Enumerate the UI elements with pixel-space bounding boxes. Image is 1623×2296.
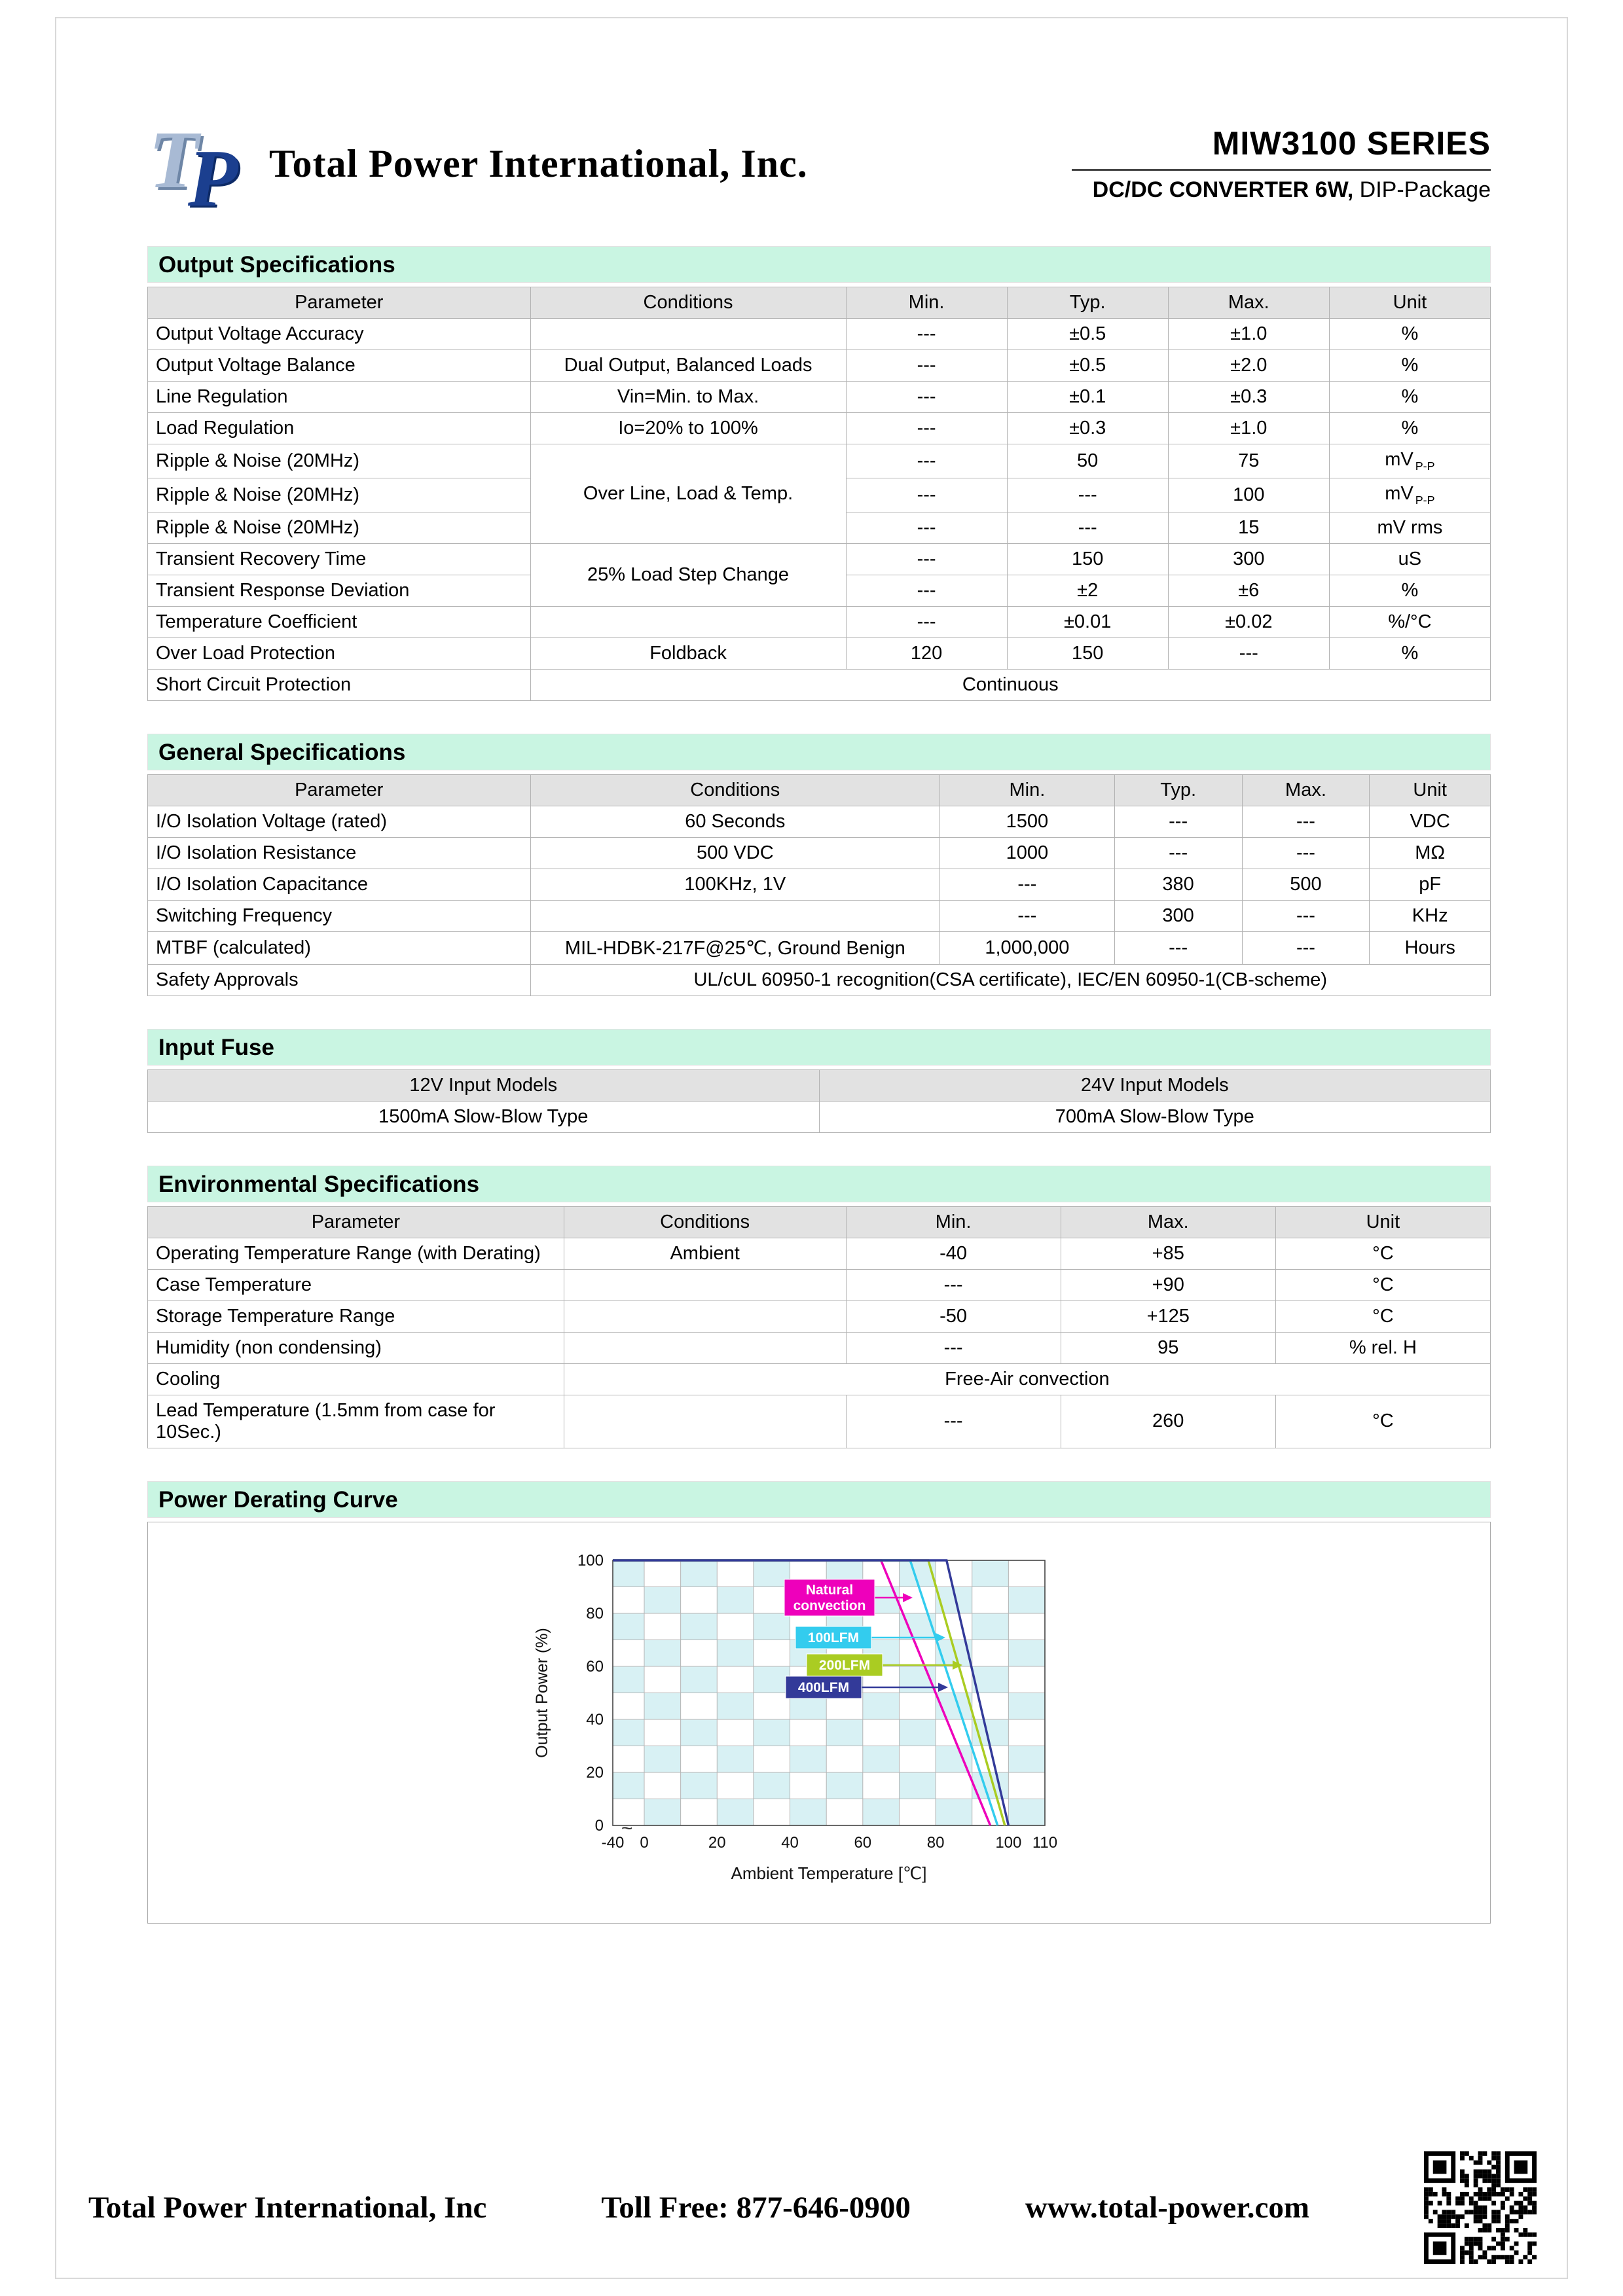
table-cell: --- — [846, 478, 1007, 512]
page-content — [147, 0, 1491, 1924]
table-cell: --- — [846, 1332, 1061, 1363]
table-cell — [530, 319, 846, 350]
table-cell: Ripple & Noise (20MHz) — [148, 512, 531, 543]
section-environmental-specs — [147, 1166, 1491, 1448]
logo-letter-p: P — [188, 134, 238, 224]
table-cell: Transient Recovery Time — [148, 543, 531, 575]
table-header-row — [148, 1206, 1491, 1238]
table-cell: --- — [1242, 806, 1370, 837]
table-cell: °C — [1275, 1269, 1490, 1300]
table-header-row — [148, 287, 1491, 319]
table-cell: Ambient — [564, 1238, 846, 1269]
table-cell: --- — [1242, 931, 1370, 964]
table-cell: 260 — [1061, 1395, 1275, 1448]
table-cell — [564, 1395, 846, 1448]
table-cell: Free-Air convection — [564, 1363, 1490, 1395]
table-cell: 1500 — [940, 806, 1115, 837]
table-row — [148, 319, 1491, 350]
table-cell: -50 — [846, 1300, 1061, 1332]
table-cell: 25% Load Step Change — [530, 543, 846, 606]
table-cell: --- — [846, 350, 1007, 382]
column-header: Unit — [1275, 1206, 1490, 1238]
table-row — [148, 1363, 1491, 1395]
product-subtitle-bold: DC/DC CONVERTER 6W, — [1092, 177, 1354, 202]
table-cell: --- — [846, 319, 1007, 350]
table-cell: ±0.5 — [1007, 350, 1168, 382]
table-cell: -40 — [846, 1238, 1061, 1269]
table-row — [148, 413, 1491, 444]
table-cell: --- — [1114, 837, 1242, 869]
table-cell: ±2 — [1007, 575, 1168, 606]
company-name: Total Power International, Inc. — [269, 142, 808, 185]
table-cell: ±1.0 — [1168, 413, 1329, 444]
table-cell: Over Load Protection — [148, 637, 531, 669]
footer — [88, 2150, 1537, 2265]
logo-letter-t: T — [149, 115, 199, 206]
table-cell: 1000 — [940, 837, 1115, 869]
table-cell: 60 Seconds — [530, 806, 940, 837]
svg-text:40: 40 — [586, 1710, 604, 1729]
table-row — [148, 669, 1491, 700]
svg-text:convection: convection — [793, 1598, 866, 1613]
table-cell: % — [1329, 319, 1490, 350]
table-cell: Continuous — [530, 669, 1490, 700]
spec-table — [147, 287, 1491, 701]
table-cell: °C — [1275, 1395, 1490, 1448]
column-header: Unit — [1329, 287, 1490, 319]
table-cell: --- — [846, 1395, 1061, 1448]
spec-table — [147, 1069, 1491, 1133]
section-title-environmental: Environmental Specifications — [147, 1166, 1491, 1202]
output-specs-table — [147, 287, 1491, 701]
table-row — [148, 900, 1491, 931]
table-cell: uS — [1329, 543, 1490, 575]
table-cell — [564, 1300, 846, 1332]
company-logo — [147, 115, 259, 224]
table-cell: 500 — [1242, 869, 1370, 900]
table-cell: +90 — [1061, 1269, 1275, 1300]
table-cell: UL/cUL 60950-1 recognition(CSA certificate), IEC/EN 60950-1(CB-scheme) — [530, 964, 1490, 996]
table-row — [148, 543, 1491, 575]
table-cell: 75 — [1168, 444, 1329, 478]
table-cell: Ripple & Noise (20MHz) — [148, 478, 531, 512]
table-header-row — [148, 774, 1491, 806]
table-cell: --- — [846, 1269, 1061, 1300]
table-cell: 1500mA Slow-Blow Type — [148, 1101, 820, 1132]
table-cell: --- — [1114, 806, 1242, 837]
table-cell: --- — [846, 444, 1007, 478]
table-cell: --- — [940, 900, 1115, 931]
table-cell: VDC — [1370, 806, 1491, 837]
table-cell: %/°C — [1329, 606, 1490, 637]
svg-text:Natural: Natural — [805, 1582, 854, 1598]
table-cell — [564, 1269, 846, 1300]
section-title-general: General Specifications — [147, 734, 1491, 770]
section-power-derating — [147, 1481, 1491, 1924]
table-cell: ±1.0 — [1168, 319, 1329, 350]
column-header: Typ. — [1114, 774, 1242, 806]
table-cell: Output Voltage Balance — [148, 350, 531, 382]
table-row — [148, 444, 1491, 478]
table-cell: --- — [1114, 931, 1242, 964]
svg-text:Output Power (%): Output Power (%) — [533, 1627, 551, 1758]
product-subtitle — [1072, 177, 1491, 203]
svg-text:0: 0 — [640, 1833, 649, 1852]
table-header-row — [148, 1069, 1491, 1101]
table-cell: Cooling — [148, 1363, 564, 1395]
table-row — [148, 1300, 1491, 1332]
environmental-specs-table — [147, 1206, 1491, 1448]
table-cell: Transient Response Deviation — [148, 575, 531, 606]
table-cell: --- — [846, 382, 1007, 413]
column-header: Conditions — [530, 774, 940, 806]
derating-chart-svg — [515, 1549, 1169, 1925]
table-cell: I/O Isolation Voltage (rated) — [148, 806, 531, 837]
svg-text:80: 80 — [926, 1833, 945, 1852]
table-cell: mV $_{P-P}$ — [1329, 478, 1490, 512]
table-row — [148, 964, 1491, 996]
table-cell: 1,000,000 — [940, 931, 1115, 964]
table-cell: Ripple & Noise (20MHz) — [148, 444, 531, 478]
table-cell: Humidity (non condensing) — [148, 1332, 564, 1363]
table-cell: --- — [846, 512, 1007, 543]
table-cell: --- — [1168, 637, 1329, 669]
table-cell: Short Circuit Protection — [148, 669, 531, 700]
table-row — [148, 1395, 1491, 1448]
table-cell: % — [1329, 637, 1490, 669]
table-row — [148, 1238, 1491, 1269]
table-cell: MTBF (calculated) — [148, 931, 531, 964]
svg-text:110: 110 — [1032, 1833, 1058, 1852]
qr-code — [1424, 2151, 1537, 2264]
table-cell: ±0.01 — [1007, 606, 1168, 637]
table-cell — [530, 900, 940, 931]
table-cell: I/O Isolation Resistance — [148, 837, 531, 869]
table-cell: Temperature Coefficient — [148, 606, 531, 637]
derating-chart-box — [147, 1522, 1491, 1924]
svg-text:60: 60 — [586, 1657, 604, 1676]
table-cell: --- — [846, 543, 1007, 575]
table-cell: ±0.3 — [1168, 382, 1329, 413]
table-cell: Line Regulation — [148, 382, 531, 413]
table-cell: °C — [1275, 1300, 1490, 1332]
table-cell: Vin=Min. to Max. — [530, 382, 846, 413]
general-specs-table — [147, 774, 1491, 996]
table-cell: Operating Temperature Range (with Derating) — [148, 1238, 564, 1269]
input-fuse-table — [147, 1069, 1491, 1133]
table-cell — [530, 606, 846, 637]
spec-table — [147, 1206, 1491, 1448]
table-cell: Lead Temperature (1.5mm from case for 10Sec.) — [148, 1395, 564, 1448]
table-cell: 100 — [1168, 478, 1329, 512]
header-right — [1072, 118, 1491, 203]
column-header: Min. — [846, 1206, 1061, 1238]
table-cell: 300 — [1114, 900, 1242, 931]
table-cell: ±0.1 — [1007, 382, 1168, 413]
column-header: 24V Input Models — [819, 1069, 1491, 1101]
svg-text:-40: -40 — [601, 1833, 625, 1852]
table-cell: Storage Temperature Range — [148, 1300, 564, 1332]
table-cell: --- — [846, 606, 1007, 637]
column-header: Parameter — [148, 1206, 564, 1238]
table-cell: °C — [1275, 1238, 1490, 1269]
table-row — [148, 806, 1491, 837]
qr-code-svg — [1424, 2151, 1537, 2264]
svg-text:100LFM: 100LFM — [807, 1630, 860, 1645]
table-cell: --- — [1007, 512, 1168, 543]
section-output-specs — [147, 246, 1491, 701]
table-cell: --- — [846, 413, 1007, 444]
svg-text:60: 60 — [854, 1833, 872, 1852]
table-cell: Safety Approvals — [148, 964, 531, 996]
column-header: Conditions — [564, 1206, 846, 1238]
table-cell: ±0.02 — [1168, 606, 1329, 637]
table-cell: --- — [1242, 837, 1370, 869]
table-cell: mV rms — [1329, 512, 1490, 543]
section-title-derating: Power Derating Curve — [147, 1481, 1491, 1518]
table-cell: Io=20% to 100% — [530, 413, 846, 444]
table-cell: Case Temperature — [148, 1269, 564, 1300]
table-cell: Over Line, Load & Temp. — [530, 444, 846, 544]
table-cell: 50 — [1007, 444, 1168, 478]
svg-text:20: 20 — [586, 1763, 604, 1782]
series-title: MIW3100 SERIES — [1072, 124, 1491, 171]
table-row — [148, 382, 1491, 413]
table-cell: 500 VDC — [530, 837, 940, 869]
column-header: Unit — [1370, 774, 1491, 806]
svg-text:0: 0 — [594, 1816, 604, 1835]
column-header: Max. — [1242, 774, 1370, 806]
table-cell: 300 — [1168, 543, 1329, 575]
table-cell: 100KHz, 1V — [530, 869, 940, 900]
svg-text:100: 100 — [995, 1833, 1022, 1852]
table-row — [148, 350, 1491, 382]
table-cell: % — [1329, 575, 1490, 606]
table-cell: mV $_{P-P}$ — [1329, 444, 1490, 478]
section-general-specs — [147, 734, 1491, 996]
column-header: Parameter — [148, 774, 531, 806]
table-row — [148, 637, 1491, 669]
table-cell: 150 — [1007, 543, 1168, 575]
column-header: Min. — [846, 287, 1007, 319]
footer-website: www.total-power.com — [1025, 2191, 1310, 2225]
product-subtitle-rest: DIP-Package — [1353, 177, 1491, 202]
column-header: Min. — [940, 774, 1115, 806]
table-cell: Load Regulation — [148, 413, 531, 444]
table-cell: 380 — [1114, 869, 1242, 900]
table-cell — [564, 1332, 846, 1363]
footer-tollfree: Toll Free: 877-646-0900 — [601, 2191, 911, 2225]
table-cell: 15 — [1168, 512, 1329, 543]
svg-text:100: 100 — [577, 1551, 604, 1570]
svg-text:400LFM: 400LFM — [797, 1679, 850, 1695]
svg-text:~: ~ — [621, 1817, 633, 1839]
column-header: Max. — [1061, 1206, 1275, 1238]
table-cell: +85 — [1061, 1238, 1275, 1269]
column-header: Max. — [1168, 287, 1329, 319]
header — [147, 115, 1491, 224]
table-cell: Output Voltage Accuracy — [148, 319, 531, 350]
table-cell: Switching Frequency — [148, 900, 531, 931]
section-title-input-fuse: Input Fuse — [147, 1029, 1491, 1066]
derating-chart — [515, 1549, 1169, 1928]
column-header: Typ. — [1007, 287, 1168, 319]
table-cell: --- — [940, 869, 1115, 900]
table-cell: % — [1329, 382, 1490, 413]
table-row — [148, 931, 1491, 964]
table-cell: 700mA Slow-Blow Type — [819, 1101, 1491, 1132]
column-header: Parameter — [148, 287, 531, 319]
svg-text:80: 80 — [586, 1604, 604, 1623]
column-header: Conditions — [530, 287, 846, 319]
svg-text:Ambient Temperature [℃]: Ambient Temperature [℃] — [731, 1863, 927, 1883]
table-cell: --- — [1242, 900, 1370, 931]
table-cell: MIL-HDBK-217F@25℃, Ground Benign — [530, 931, 940, 964]
table-cell: I/O Isolation Capacitance — [148, 869, 531, 900]
table-row — [148, 1269, 1491, 1300]
table-cell: ±6 — [1168, 575, 1329, 606]
table-cell: Dual Output, Balanced Loads — [530, 350, 846, 382]
table-cell: 95 — [1061, 1332, 1275, 1363]
table-row — [148, 869, 1491, 900]
table-row — [148, 837, 1491, 869]
svg-text:40: 40 — [781, 1833, 799, 1852]
svg-text:200LFM: 200LFM — [818, 1657, 871, 1673]
table-cell: Hours — [1370, 931, 1491, 964]
table-cell: 120 — [846, 637, 1007, 669]
table-row — [148, 1101, 1491, 1132]
table-cell: --- — [1007, 478, 1168, 512]
table-row — [148, 606, 1491, 637]
table-cell: pF — [1370, 869, 1491, 900]
spec-table — [147, 774, 1491, 996]
table-cell: --- — [846, 575, 1007, 606]
table-cell: MΩ — [1370, 837, 1491, 869]
table-cell: ±0.5 — [1007, 319, 1168, 350]
table-cell: Foldback — [530, 637, 846, 669]
table-cell: KHz — [1370, 900, 1491, 931]
section-title-output: Output Specifications — [147, 246, 1491, 283]
section-input-fuse — [147, 1029, 1491, 1133]
svg-text:20: 20 — [708, 1833, 726, 1852]
table-cell: % rel. H — [1275, 1332, 1490, 1363]
table-cell: ±0.3 — [1007, 413, 1168, 444]
table-row — [148, 1332, 1491, 1363]
table-cell: 150 — [1007, 637, 1168, 669]
table-cell: % — [1329, 350, 1490, 382]
table-cell: +125 — [1061, 1300, 1275, 1332]
table-cell: ±2.0 — [1168, 350, 1329, 382]
footer-company: Total Power International, Inc — [88, 2191, 487, 2225]
column-header: 12V Input Models — [148, 1069, 820, 1101]
table-cell: % — [1329, 413, 1490, 444]
